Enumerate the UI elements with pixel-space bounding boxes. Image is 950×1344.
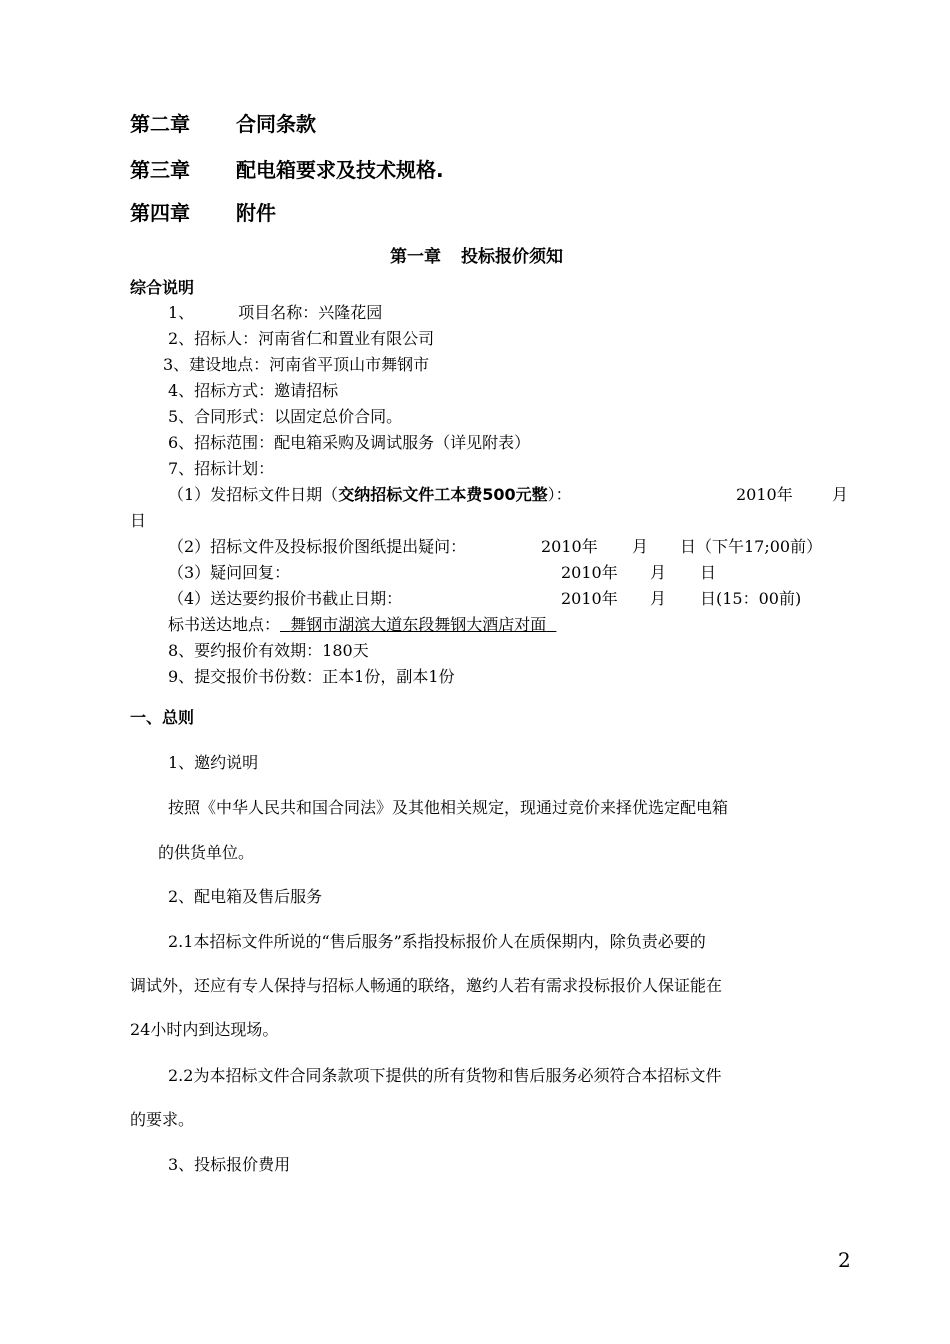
general-item-9: 9、提交报价书份数：正本1份，副本1份 — [168, 667, 455, 686]
general-item-4: 4、招标方式：邀请招标 — [168, 381, 339, 400]
plan-2-year: 2010年 — [541, 537, 598, 556]
address-text: 舞钢市湖滨大道东段舞钢大酒店对面 — [290, 615, 547, 634]
paragraph-1-line-2: 的供货单位。 — [158, 843, 255, 862]
general-item-5: 5、合同形式：以固定总价合同。 — [168, 407, 403, 426]
address-label: 标书送达地点： — [168, 615, 281, 634]
general-item-1 — [168, 303, 382, 323]
subsection-3: 3、投标报价费用 — [168, 1155, 291, 1174]
paragraph-2-2-line-1: 2.2为本招标文件合同条款项下提供的所有货物和售后服务必须符合本招标文件 — [168, 1066, 722, 1085]
general-item-2: 2、招标人：河南省仁和置业有限公司 — [168, 329, 435, 348]
toc-number: 第四章 — [130, 201, 190, 225]
paragraph-2-2-line-2: 的要求。 — [130, 1110, 195, 1129]
general-item-3: 3、建设地点：河南省平顶山市舞钢市 — [163, 355, 430, 374]
paragraph-2-1-line-3: 24小时内到达现场。 — [130, 1020, 279, 1039]
toc-chapter-3 — [130, 157, 444, 183]
chapter-title — [390, 247, 563, 267]
general-item-6: 6、招标范围：配电箱采购及调试服务（详见附表） — [168, 433, 531, 452]
page-number: 2 — [838, 1248, 851, 1272]
plan-2-day: 日（下午17;00前） — [680, 537, 823, 556]
chapter-number: 第一章 — [390, 247, 441, 267]
toc-title: 配电箱要求及技术规格. — [236, 158, 444, 182]
toc-chapter-4 — [130, 200, 276, 226]
general-item-7: 7、招标计划： — [168, 459, 275, 478]
plan-1-day: 日 — [130, 511, 147, 530]
general-heading: 综合说明 — [130, 278, 195, 297]
address-value — [280, 615, 556, 634]
paragraph-2-1-line-1: 2.1本招标文件所说的“售后服务”系指投标报价人在质保期内，除负责必要的 — [168, 932, 706, 951]
plan-3-year: 2010年 — [561, 563, 618, 582]
toc-title: 附件 — [236, 201, 276, 225]
toc-number: 第三章 — [130, 158, 190, 182]
plan-4-year: 2010年 — [561, 589, 618, 608]
toc-title: 合同条款 — [236, 112, 316, 136]
toc-number: 第二章 — [130, 112, 190, 136]
plan-1-month: 月 — [832, 485, 849, 504]
plan-2-month: 月 — [632, 537, 649, 556]
plan-item-2: （2）招标文件及投标报价图纸提出疑问： — [168, 537, 467, 556]
item-number: 1、 — [168, 303, 195, 322]
paragraph-2-1-line-2: 调试外，还应有专人保持与招标人畅通的联络，邀约人若有需求投标报价人保证能在 — [130, 976, 723, 995]
plan-4-month: 月 — [650, 589, 667, 608]
subsection-2: 2、配电箱及售后服务 — [168, 887, 323, 906]
item-text: 项目名称：兴隆花园 — [238, 303, 383, 322]
plan-item-3: （3）疑问回复： — [168, 563, 291, 582]
plan-item-4: （4）送达要约报价书截止日期： — [168, 589, 403, 608]
toc-chapter-2 — [130, 111, 316, 137]
plan-3-month: 月 — [650, 563, 667, 582]
plan-text: （1）发招标文件日期（ — [168, 485, 339, 504]
paragraph-1-line-1: 按照《中华人民共和国合同法》及其他相关规定，现通过竞价来择优选定配电箱 — [168, 798, 729, 817]
plan-1-year: 2010年 — [736, 485, 793, 504]
fee-note: 交纳招标文件工本费500元整 — [338, 485, 548, 504]
section-heading: 一、总则 — [130, 708, 195, 727]
plan-item-1 — [168, 485, 572, 505]
plan-text: ）： — [547, 485, 572, 504]
chapter-name: 投标报价须知 — [461, 247, 563, 267]
general-item-8: 8、要约报价有效期：180天 — [168, 641, 369, 660]
plan-3-day: 日 — [700, 563, 717, 582]
plan-4-day: 日(15：00前) — [700, 589, 802, 608]
subsection-1: 1、邀约说明 — [168, 753, 259, 772]
delivery-address — [168, 615, 556, 635]
